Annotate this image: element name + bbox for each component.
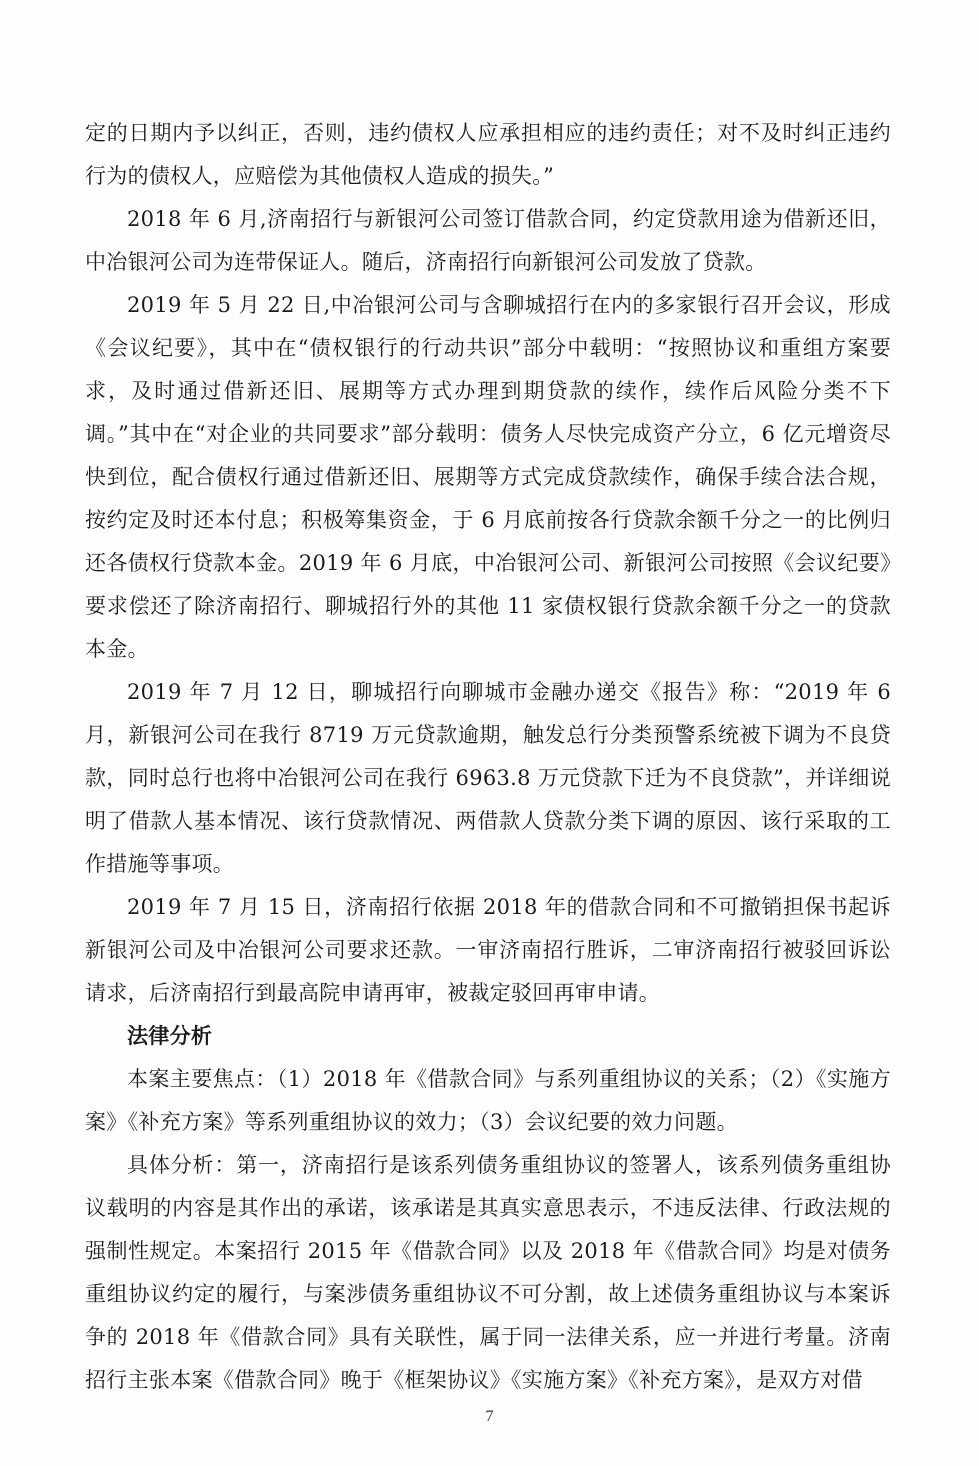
paragraph-loan-contract-2018: 2018 年 6 月,济南招行与新银河公司签订借款合同，约定贷款用途为借新还旧，中冶银河公司为连带保证人。随后，济南招行向新银河公司发放了贷款。: [85, 207, 891, 274]
paragraph-continuation: 定的日期内予以纠正，否则，违约债权人应承担相应的违约责任；对不及时纠正违约行为的债权人，应赔偿为其他债权人造成的损失。”: [85, 121, 891, 188]
document-body: [85, 112, 891, 1402]
paragraph-meeting-minutes: 2019 年 5 月 22 日,中冶银河公司与含聊城招行在内的多家银行召开会议，形成《会议纪要》，其中在“债权银行的行动共识”部分中载明：“按照协议和重组方案要求，及时通过借新还旧、展期等方式办理到期贷款的续作，续作后风险分类不下调。”其中在“对企业的共同要求”部分载明：债务人尽快完成资产分立，6 亿元增资尽快到位，配合债权行通过借新还旧、展期等方式完成贷款续作，确保手续合法合规，按约定及时还本付息；积极筹集资金，于 6 月底前按各行贷款余额千分之一的比例归还各债权行贷款本金。2019 年 6 月底，中冶银河公司、新银河公司按照《会议纪要》要求偿还了除济南招行、聊城招行外的其他 11 家债权银行贷款余额千分之一的贷款本金。: [85, 293, 891, 661]
paragraph-report: 2019 年 7 月 12 日，聊城招行向聊城市金融办递交《报告》称：“2019 年 6 月，新银河公司在我行 8719 万元贷款逾期，触发总行分类预警系统被下调为不良贷款，同时总行也将中冶银河公司在我行 6963.8 万元贷款下迁为不良贷款”，并详细说明了借款人基本情况、该行贷款情况、两借款人贷款分类下调的原因、该行采取的工作措施等事项。: [85, 680, 891, 876]
page-number: 7: [485, 1408, 494, 1425]
paragraph-analysis: 具体分析：第一，济南招行是该系列债务重组协议的签署人，该系列债务重组协议载明的内容是其作出的承诺，该承诺是其真实意思表示，不违反法律、行政法规的强制性规定。本案招行 2015 年《借款合同》以及 2018 年《借款合同》均是对债务重组协议约定的履行，与案涉债务重组协议不可分割，故上述债务重组协议与本案诉争的 2018 年《借款合同》具有关联性，属于同一法律关系，应一并进行考量。济南招行主张本案《借款合同》晚于《框架协议》《实施方案》《补充方案》，是双方对借: [85, 1153, 891, 1392]
paragraph-lawsuit: 2019 年 7 月 15 日，济南招行依据 2018 年的借款合同和不可撤销担保书起诉新银河公司及中冶银河公司要求还款。一审济南招行胜诉，二审济南招行被驳回诉讼请求，后济南招行到最高院申请再审，被裁定驳回再审申请。: [85, 895, 891, 1005]
paragraph-focus-points: 本案主要焦点：（1）2018 年《借款合同》与系列重组协议的关系；（2）《实施方案》《补充方案》等系列重组协议的效力；（3）会议纪要的效力问题。: [85, 1067, 891, 1134]
section-heading: 法律分析: [127, 1024, 213, 1048]
